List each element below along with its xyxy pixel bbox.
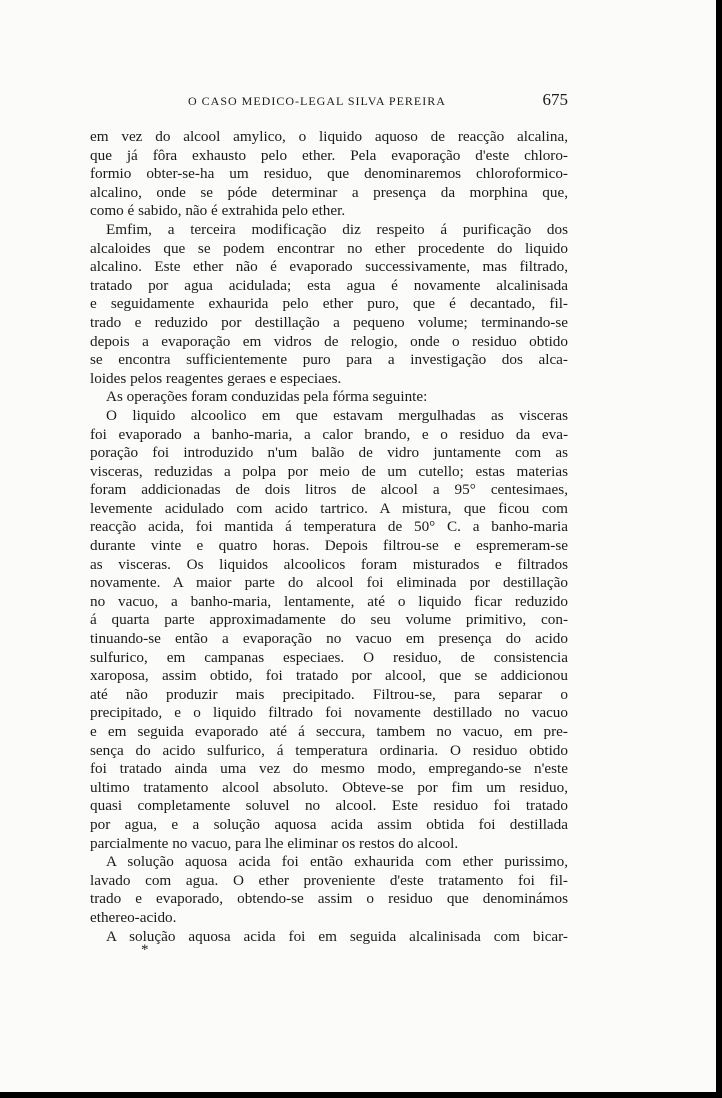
text-line: lavado com agua. O ether proveniente d'este tratamento foi fil- <box>90 871 568 889</box>
text-line: foram addicionadas de dois litros de alcool a 95° centesimaes, <box>90 481 568 499</box>
page-number: 675 <box>542 90 568 109</box>
text-line: formio obter-se-ha um residuo, que denominaremos chloroformico- <box>90 165 568 183</box>
text-line: ultimo tratamento alcool absoluto. Obteve-se por fim um residuo, <box>90 778 568 796</box>
text-line: O liquido alcoolico em que estavam mergulhadas as visceras <box>106 406 568 424</box>
text-line: em vez do alcool amylico, o liquido aquoso de reacção alcalina, <box>90 128 568 145</box>
text-line: foi evaporado a banho-maria, a calor brando, e o residuo da eva- <box>90 425 568 443</box>
text-line: tinuando-se então a evaporação no vacuo em presença do acido <box>90 630 568 648</box>
text-line: durante vinte e quatro horas. Depois filtrou-se e espremeram-se <box>90 537 568 555</box>
text-line: que já fôra exhausto pelo ether. Pela evaporação d'este chloro- <box>90 146 568 164</box>
text-line: reacção acida, foi mantida á temperatura de 50° C. a banho-maria <box>90 518 568 536</box>
text-line: alcalino. Este ether não é evaporado successivamente, mas filtrado, <box>90 258 568 276</box>
text-line: alcaloides que se podem encontrar no ether procedente do liquido <box>90 239 568 257</box>
text-line: quasi completamente soluvel no alcool. Este residuo foi tratado <box>90 797 568 815</box>
text-line: As operações foram conduzidas pela fórma seguinte: <box>106 388 428 406</box>
text-line: se encontra sufficientemente puro para a investigação dos alca- <box>90 351 568 369</box>
text-line: foi tratado ainda uma vez do mesmo modo, empregando-se n'este <box>90 760 568 778</box>
text-line: loides pelos reagentes geraes e especiaes. <box>90 369 342 387</box>
text-line: até não produzir mais precipitado. Filtrou-se, para separar o <box>90 685 568 703</box>
text-line: sulfurico, em campanas especiaes. O residuo, de consistencia <box>90 648 568 666</box>
text-line: trado e evaporado, obtendo-se assim o residuo que denominámos <box>90 890 568 908</box>
text-line: trado e reduzido por destillação a pequeno volume; terminando-se <box>90 313 568 331</box>
text-line: precipitado, e o liquido filtrado foi novamente destillado no vacuo <box>90 704 568 722</box>
text-line: depois a evaporação em vidros de relogio, onde o residuo obtido <box>90 332 568 350</box>
text-line: novamente. A maior parte do alcool foi eliminada por destillação <box>90 574 568 592</box>
text-line: A solução aquosa acida foi em seguida alcalinisada com bicar- <box>106 927 568 945</box>
text-line: como é sabido, não é extrahida pelo ether. <box>90 202 346 220</box>
text-line: por agua, e a solução aquosa acida assim obtida foi destillada <box>90 815 568 833</box>
text-line: xaroposa, assim obtido, foi tratado por alcool, que se addicionou <box>90 667 568 685</box>
text-line: poração foi introduzido n'um balão de vidro juntamente com as <box>90 444 568 462</box>
text-line: sença do acido sulfurico, á temperatura ordinaria. O residuo obtido <box>90 741 568 759</box>
text-line: levemente acidulado com acido tartrico. A mistura, que ficou com <box>90 499 568 517</box>
text-line: tratado por agua acidulada; esta agua é novamente alcalinisada <box>90 276 568 294</box>
running-title: O CASO MEDICO-LEGAL SILVA PEREIRA <box>188 94 446 108</box>
text-line: A solução aquosa acida foi então exhaurida com ether purissimo, <box>106 853 568 871</box>
text-line: alcalino, onde se póde determinar a presença da morphina que, <box>90 183 568 201</box>
text-line: á quarta parte approximadamente do seu volume primitivo, con- <box>90 611 568 629</box>
signature-mark: * <box>141 942 149 958</box>
text-line: Emfim, a terceira modificação diz respeito á purificação dos <box>106 220 568 238</box>
text-line: e seguidamente exhaurida pelo ether puro, que é decantado, fil- <box>90 295 568 313</box>
text-line: as visceras. Os liquidos alcoolicos foram misturados e filtrados <box>90 555 568 573</box>
text-line: ethereo-acido. <box>90 908 177 926</box>
text-line: parcialmente no vacuo, para lhe eliminar os restos do alcool. <box>90 834 459 852</box>
text-line: visceras, reduzidas a polpa por meio de um cutello; estas materias <box>90 462 568 480</box>
text-line: e em seguida evaporado até á seccura, tambem no vacuo, em pre- <box>90 723 568 740</box>
text-line: no vacuo, a banho-maria, lentamente, até o liquido ficar reduzido <box>90 592 568 610</box>
